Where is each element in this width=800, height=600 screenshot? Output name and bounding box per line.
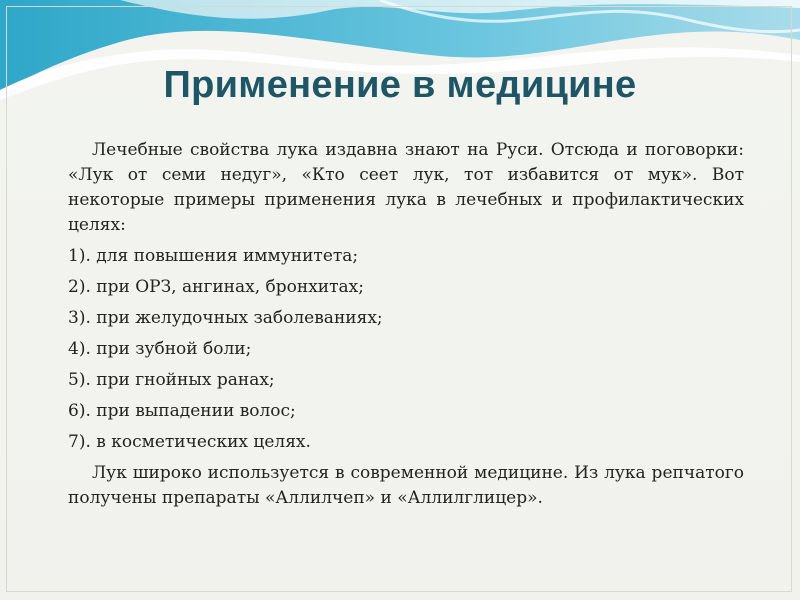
list-item: 6). при выпадении волос; xyxy=(68,401,296,421)
list-item: 4). при зубной боли; xyxy=(68,339,252,359)
slide-content xyxy=(68,138,744,511)
list-item: 7). в косметических целях. xyxy=(68,432,311,452)
list-item: 3). при желудочных заболеваниях; xyxy=(68,308,383,328)
slide-title: Применение в медицине xyxy=(163,64,637,106)
list-item: 5). при гнойных ранах; xyxy=(68,370,275,390)
uses-list xyxy=(68,244,744,455)
list-item: 1). для повышения иммунитета; xyxy=(68,246,359,266)
intro-paragraph: Лечебные свойства лука издавна знают на Руси. Отсюда и поговорки: «Лук от семи недуг», «Кто сеет лук, тот избавится от мук». Вот некоторые примеры применения лука в лечебных и профилактических целях: xyxy=(68,140,744,235)
closing-paragraph: Лук широко используется в современной медицине. Из лука репчатого получены препараты «Аллилчеп» и «Аллилглицер». xyxy=(68,463,744,508)
list-item: 2). при ОРЗ, ангинах, бронхитах; xyxy=(68,277,364,297)
